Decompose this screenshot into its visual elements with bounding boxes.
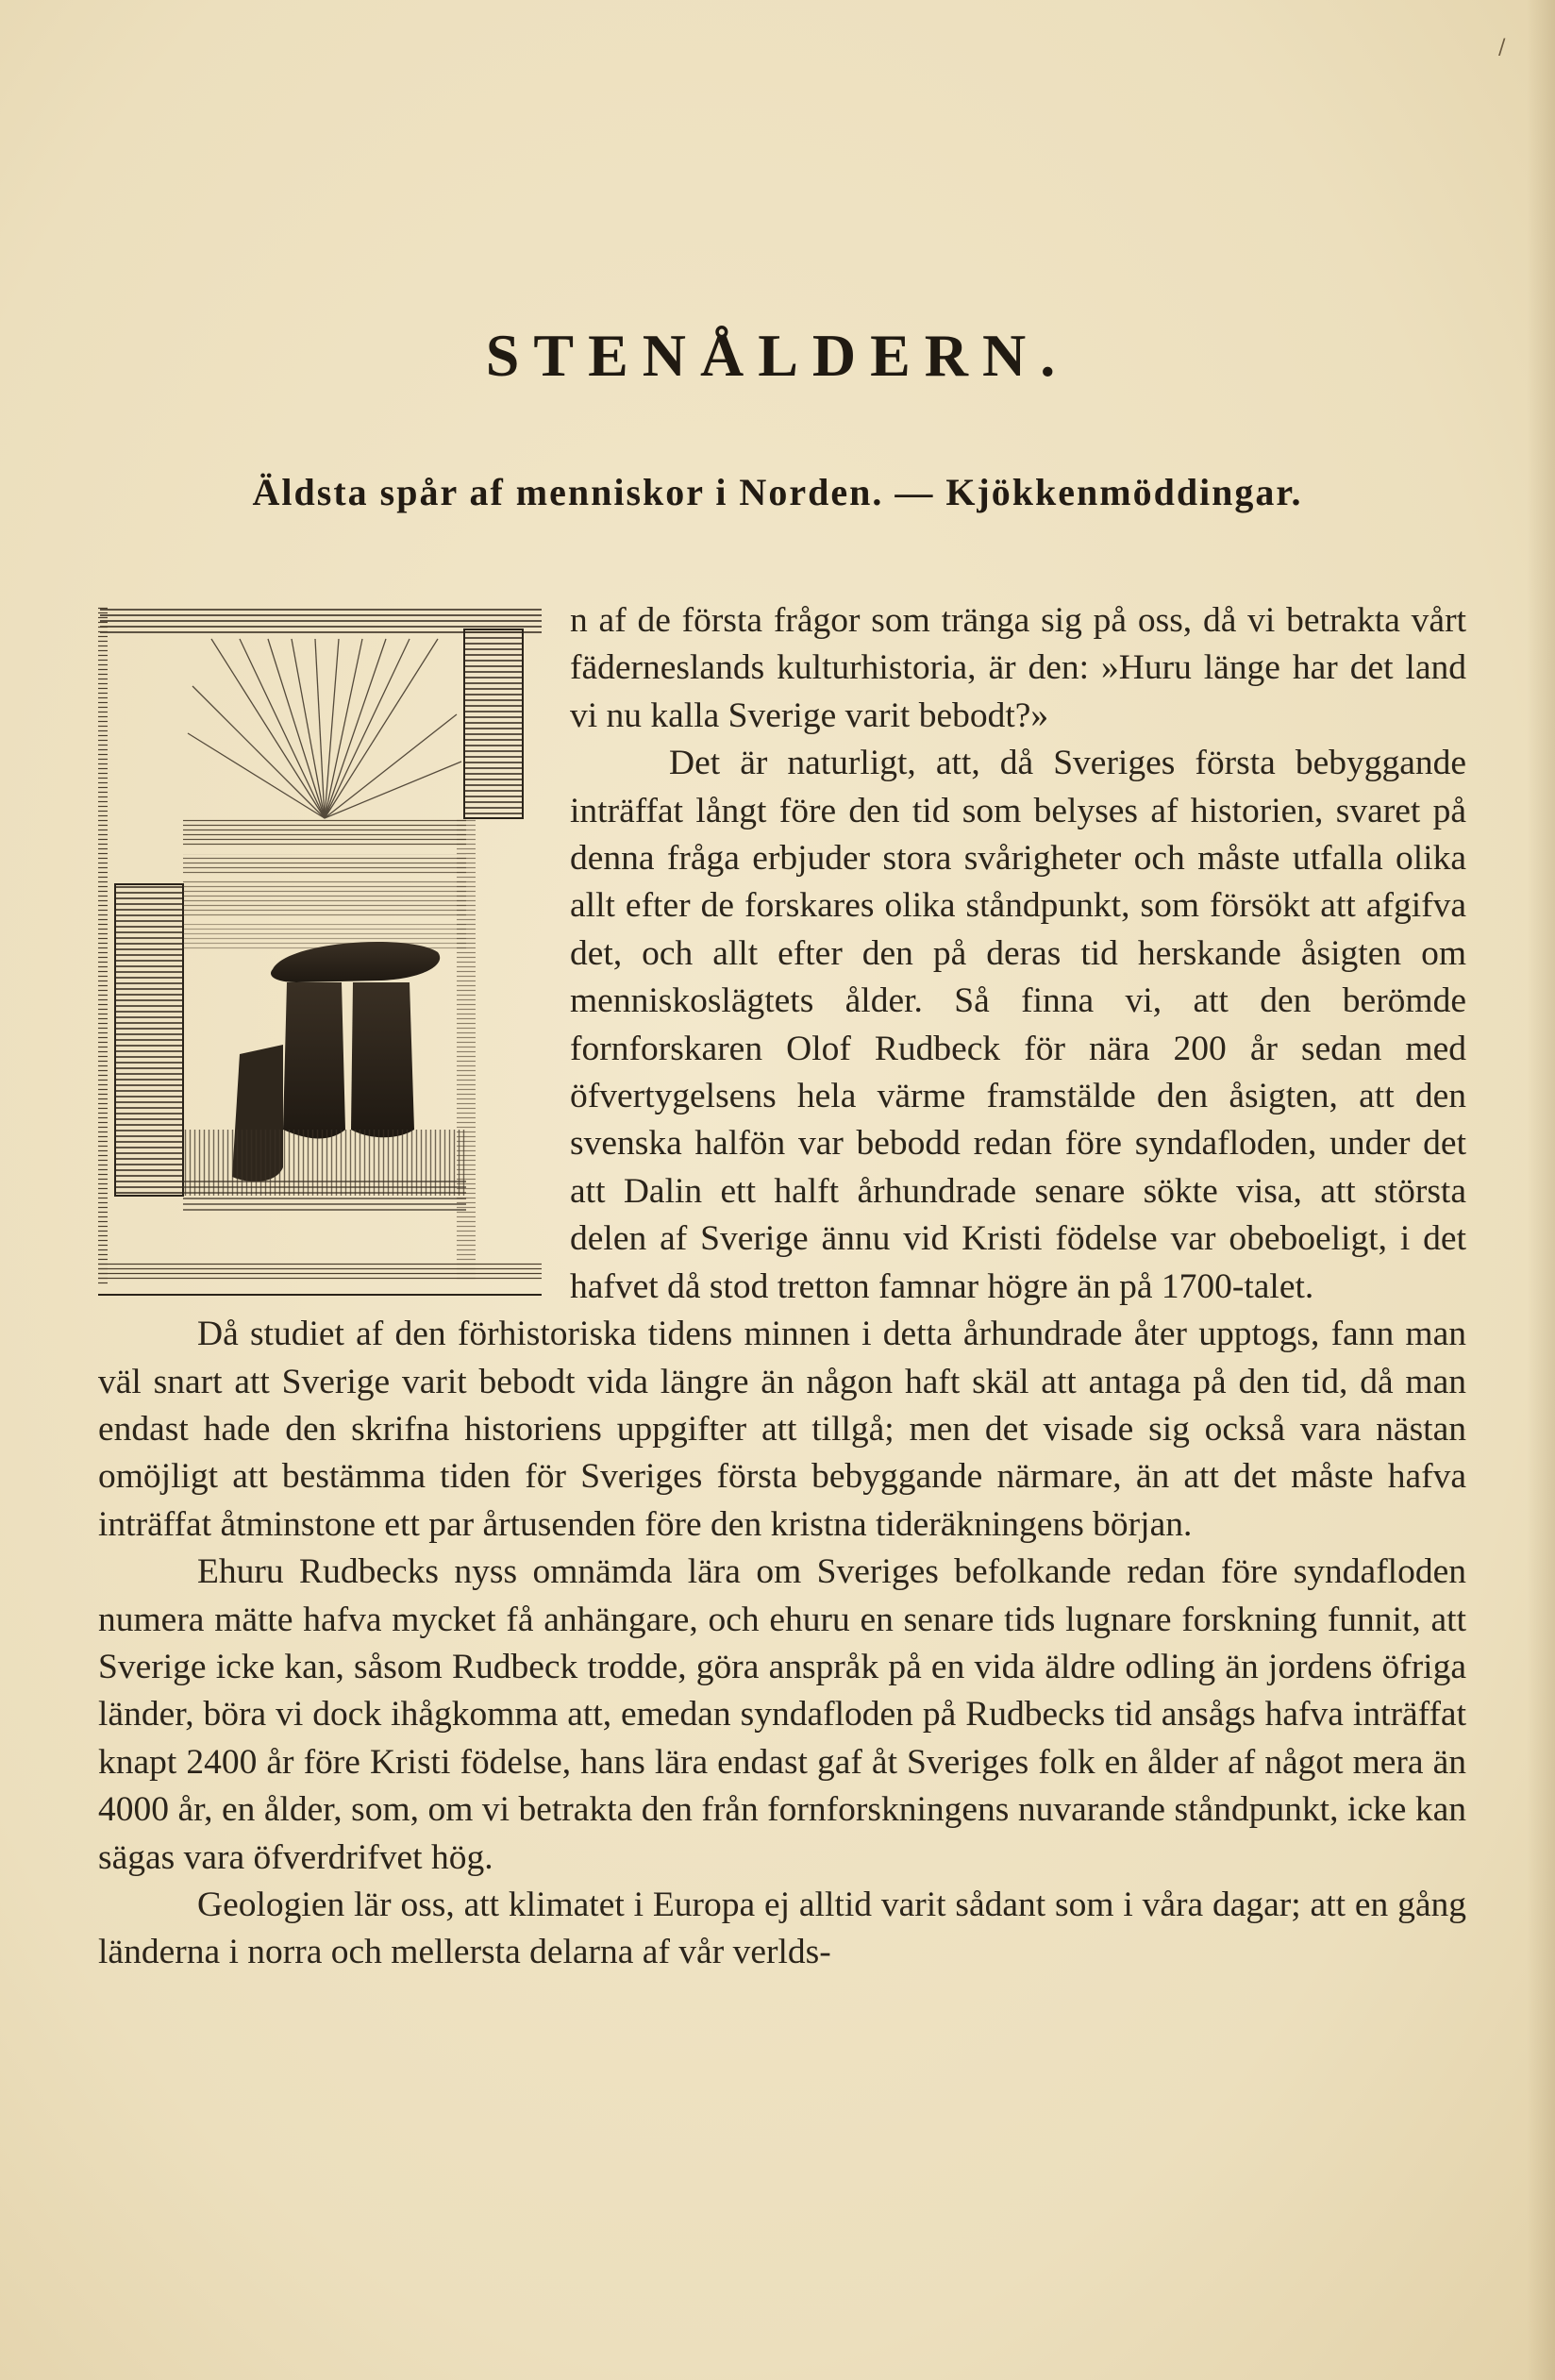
paragraph-4: Ehuru Rudbecks nyss omnämda lära om Sveriges befolkande redan före syndafloden numera mätte hafva mycket få anhängare, och ehuru en senare tids lugnare forskning funnit, att Sverige icke kan, såsom Rudbeck trodde, göra anspråk på en vida äldre odling än jordens öfriga länder, böra vi dock ihågkomma att, emedan syndafloden på Rudbecks tid ansågs hafva inträffat knapt 2400 år före Kristi födelse, hans lära endast gaf åt Sveriges folk en ålder af något mera än 4000 år, en ålder, som, om vi betrakta den från fornforskningens nuvarande ståndpunkt, icke kan sägas vara öfverdrifvet hög.: [98, 1552, 1466, 1877]
chapter-title: STENÅLDERN.: [485, 322, 1070, 389]
initial-letter-illustration: [98, 601, 542, 1307]
chapter-subtitle: Äldsta spår af menniskor i Norden. — Kjökkenmöddingar.: [252, 471, 1303, 513]
paragraph-3: Då studiet af den förhistoriska tidens minnen i detta århundrade åter upptogs, fann man väl snart att Sverige varit bebodt vida längre än någon haft skäl att antaga på den tid, då man endast hade den skrifna historiens uppgifter att tillgå; men det visade sig också vara nästan omöjligt att bestämma tiden för Sveriges första bebyggande närmare, än att det måste hafva inträffat åtminstone ett par årtusenden före den kristna tideräkningens början.: [98, 1315, 1466, 1544]
paragraph-5: Geologien lär oss, att klimatet i Europa ej alltid varit sådant som i våra dagar; att en gång länderna i norra och mellersta delarna af vår verlds-: [98, 1885, 1466, 1972]
dolmen-illustration: [98, 601, 542, 1307]
paragraph-2: Det är naturligt, att, då Sveriges första bebyggande inträffat långt före den tid som belyses af historien, svaret på denna fråga erbjuder stora svårigheter och måste utfalla olika allt efter de forskares olika ståndpunkt, som försökt att afgifva det, och allt efter den på deras tid herskande åsigten om menniskoslägtets ålder. Så finna vi, att den berömde fornforskaren Olof Rudbeck för nära 200 år sedan med öfvertygelsens hela värme framstälde den åsigten, att den svenska halfön var bebodd redan före syndafloden, under det att Dalin ett halft århundrade senare sökte visa, att största delen af Sverige ännu vid Kristi födelse var obeboeligt, i det hafvet då stod tretton famnar högre än på 1700-talet.: [570, 744, 1466, 1306]
body-text: [98, 597, 1466, 1977]
corner-mark: /: [1498, 36, 1506, 59]
paragraph-1: n af de första frågor som tränga sig på oss, då vi betrakta vårt fäderneslands kulturhistoria, är den: »Huru länge har det land vi nu kalla Sverige varit bebodt?»: [570, 601, 1466, 735]
